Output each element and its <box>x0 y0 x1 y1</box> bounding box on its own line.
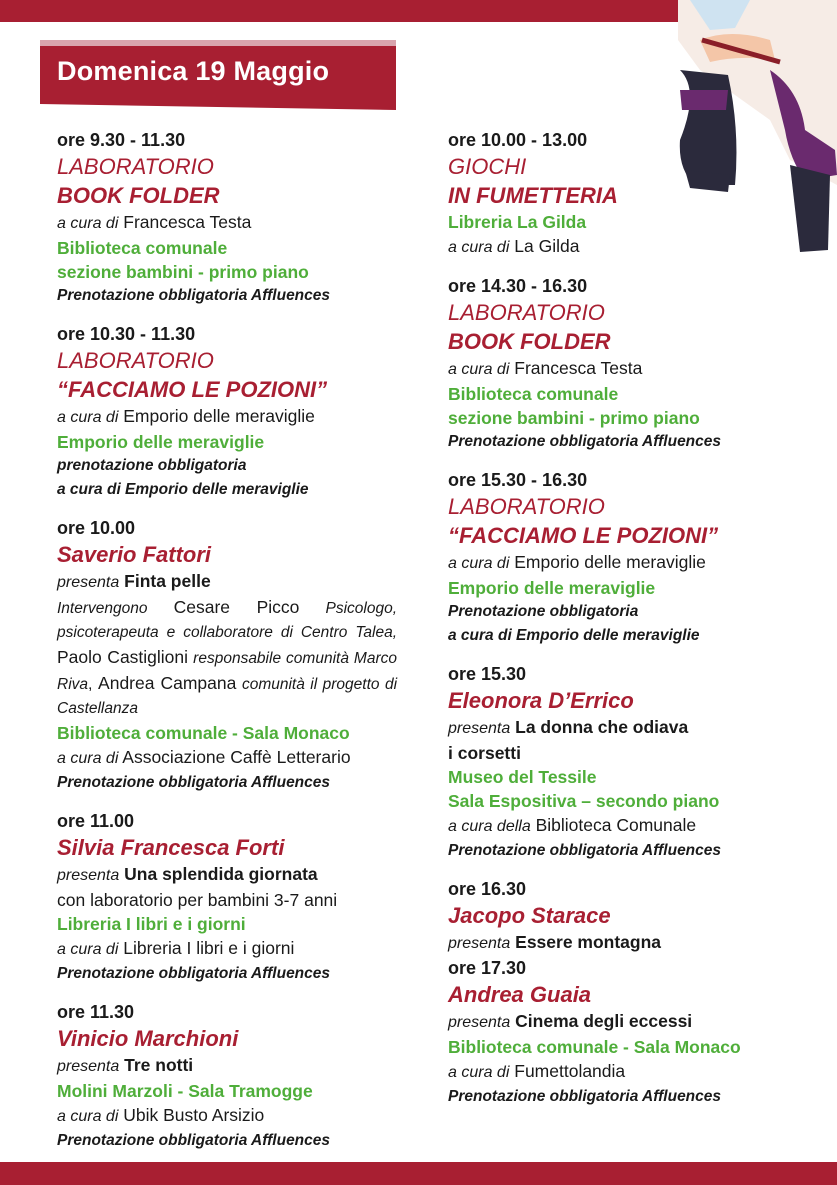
event-kind: LABORATORIO <box>57 348 214 373</box>
event-organizer: a cura di Fumettolandia <box>448 1061 626 1081</box>
event-organizer: a cura di Emporio delle meraviglie <box>448 552 706 572</box>
event-left-4 <box>57 809 397 986</box>
event-time: ore 11.00 <box>57 811 135 831</box>
event-booking: Prenotazione obbligatoria Affluences <box>57 965 331 982</box>
right-column <box>448 128 793 1123</box>
event-author: Jacopo Starace <box>448 903 611 928</box>
event-time: ore 10.00 - 13.00 <box>448 130 588 150</box>
event-book-cont: i corsetti <box>448 743 521 763</box>
event-book: presenta Tre notti <box>57 1055 194 1075</box>
event-place-detail: sezione bambini - primo piano <box>448 408 700 428</box>
event-left-3 <box>57 516 397 795</box>
event-kind: GIOCHI <box>448 154 527 179</box>
event-time: ore 14.30 - 16.30 <box>448 276 588 296</box>
event-title: BOOK FOLDER <box>448 329 611 354</box>
event-place: Libreria La Gilda <box>448 212 587 232</box>
event-right-4 <box>448 662 793 863</box>
event-time: ore 9.30 - 11.30 <box>57 130 186 150</box>
event-place: Molini Marzoli - Sala Tramogge <box>57 1081 313 1101</box>
event-guests: Intervengono Cesare Picco Psicologo, psicoterapeuta e collaboratore di Centro Talea, Paolo Castiglioni responsabile comunità Marco Riva, Andrea Campana comunità il progetto di Castellanza <box>57 597 398 717</box>
event-booking: prenotazione obbligatoria <box>57 457 247 474</box>
event-author: Eleonora D’Errico <box>448 688 634 713</box>
event-note: con laboratorio per bambini 3-7 anni <box>57 890 338 910</box>
event-booking: Prenotazione obbligatoria Affluences <box>448 433 722 450</box>
event-right-3 <box>448 468 793 648</box>
event-right-2 <box>448 274 793 454</box>
event-organizer: a cura di Associazione Caffè Letterario <box>57 747 351 767</box>
event-left-5 <box>57 1000 397 1153</box>
event-time: ore 17.30 <box>448 958 527 978</box>
event-time: ore 10.00 <box>57 518 136 538</box>
event-place-detail: Sala Espositiva – secondo piano <box>448 791 720 811</box>
event-book: presenta Una splendida giornata <box>57 864 318 884</box>
event-right-6 <box>448 956 793 1109</box>
event-booking: Prenotazione obbligatoria <box>448 603 639 620</box>
event-booking: Prenotazione obbligatoria Affluences <box>57 774 331 791</box>
event-title: “FACCIAMO LE POZIONI” <box>57 377 328 402</box>
event-place: Biblioteca comunale - Sala Monaco <box>57 723 350 743</box>
event-organizer: a cura di Ubik Busto Arsizio <box>57 1105 265 1125</box>
event-kind: LABORATORIO <box>448 300 605 325</box>
event-title: BOOK FOLDER <box>57 183 220 208</box>
page-title: Domenica 19 Maggio <box>57 56 330 86</box>
event-kind: LABORATORIO <box>448 494 605 519</box>
event-place: Museo del Tessile <box>448 767 597 787</box>
event-organizer: a cura di Emporio delle meraviglie <box>57 406 315 426</box>
bottom-band <box>0 1162 837 1185</box>
event-author: Saverio Fattori <box>57 542 212 567</box>
event-title: “FACCIAMO LE POZIONI” <box>448 523 719 548</box>
event-kind: LABORATORIO <box>57 154 214 179</box>
event-place: Biblioteca comunale <box>57 238 228 258</box>
event-book: presenta Cinema degli eccessi <box>448 1011 693 1031</box>
event-place: Emporio delle meraviglie <box>57 432 265 452</box>
event-organizer: a cura di Francesca Testa <box>57 212 252 232</box>
event-booking: Prenotazione obbligatoria Affluences <box>57 287 331 304</box>
event-booking: Prenotazione obbligatoria Affluences <box>448 842 722 859</box>
event-booking: Prenotazione obbligatoria Affluences <box>448 1088 722 1105</box>
event-right-1 <box>448 128 793 260</box>
event-author: Vinicio Marchioni <box>57 1026 239 1051</box>
event-time: ore 16.30 <box>448 879 527 899</box>
event-book: presenta La donna che odiava <box>448 717 689 737</box>
event-organizer: a cura della Biblioteca Comunale <box>448 815 697 835</box>
left-column <box>57 128 397 1167</box>
event-booking-organizer: a cura di Emporio delle meraviglie <box>57 481 309 498</box>
event-left-1 <box>57 128 397 308</box>
event-book: presenta Finta pelle <box>57 571 211 591</box>
event-time: ore 15.30 - 16.30 <box>448 470 588 490</box>
event-place: Biblioteca comunale <box>448 384 619 404</box>
event-organizer: a cura di Libreria I libri e i giorni <box>57 938 295 958</box>
event-time: ore 10.30 - 11.30 <box>57 324 196 344</box>
event-place: Libreria I libri e i giorni <box>57 914 246 934</box>
event-time: ore 11.30 <box>57 1002 135 1022</box>
event-author: Andrea Guaia <box>448 982 592 1007</box>
event-book: presenta Essere montagna <box>448 932 662 952</box>
event-title: IN FUMETTERIA <box>448 183 618 208</box>
event-right-5 <box>448 877 793 956</box>
event-booking: Prenotazione obbligatoria Affluences <box>57 1132 331 1149</box>
event-organizer: a cura di La Gilda <box>448 236 580 256</box>
event-time: ore 15.30 <box>448 664 527 684</box>
event-place-detail: sezione bambini - primo piano <box>57 262 309 282</box>
event-author: Silvia Francesca Forti <box>57 835 285 860</box>
event-left-2 <box>57 322 397 502</box>
event-booking-organizer: a cura di Emporio delle meraviglie <box>448 627 700 644</box>
event-place: Biblioteca comunale - Sala Monaco <box>448 1037 741 1057</box>
event-organizer: a cura di Francesca Testa <box>448 358 643 378</box>
event-place: Emporio delle meraviglie <box>448 578 656 598</box>
